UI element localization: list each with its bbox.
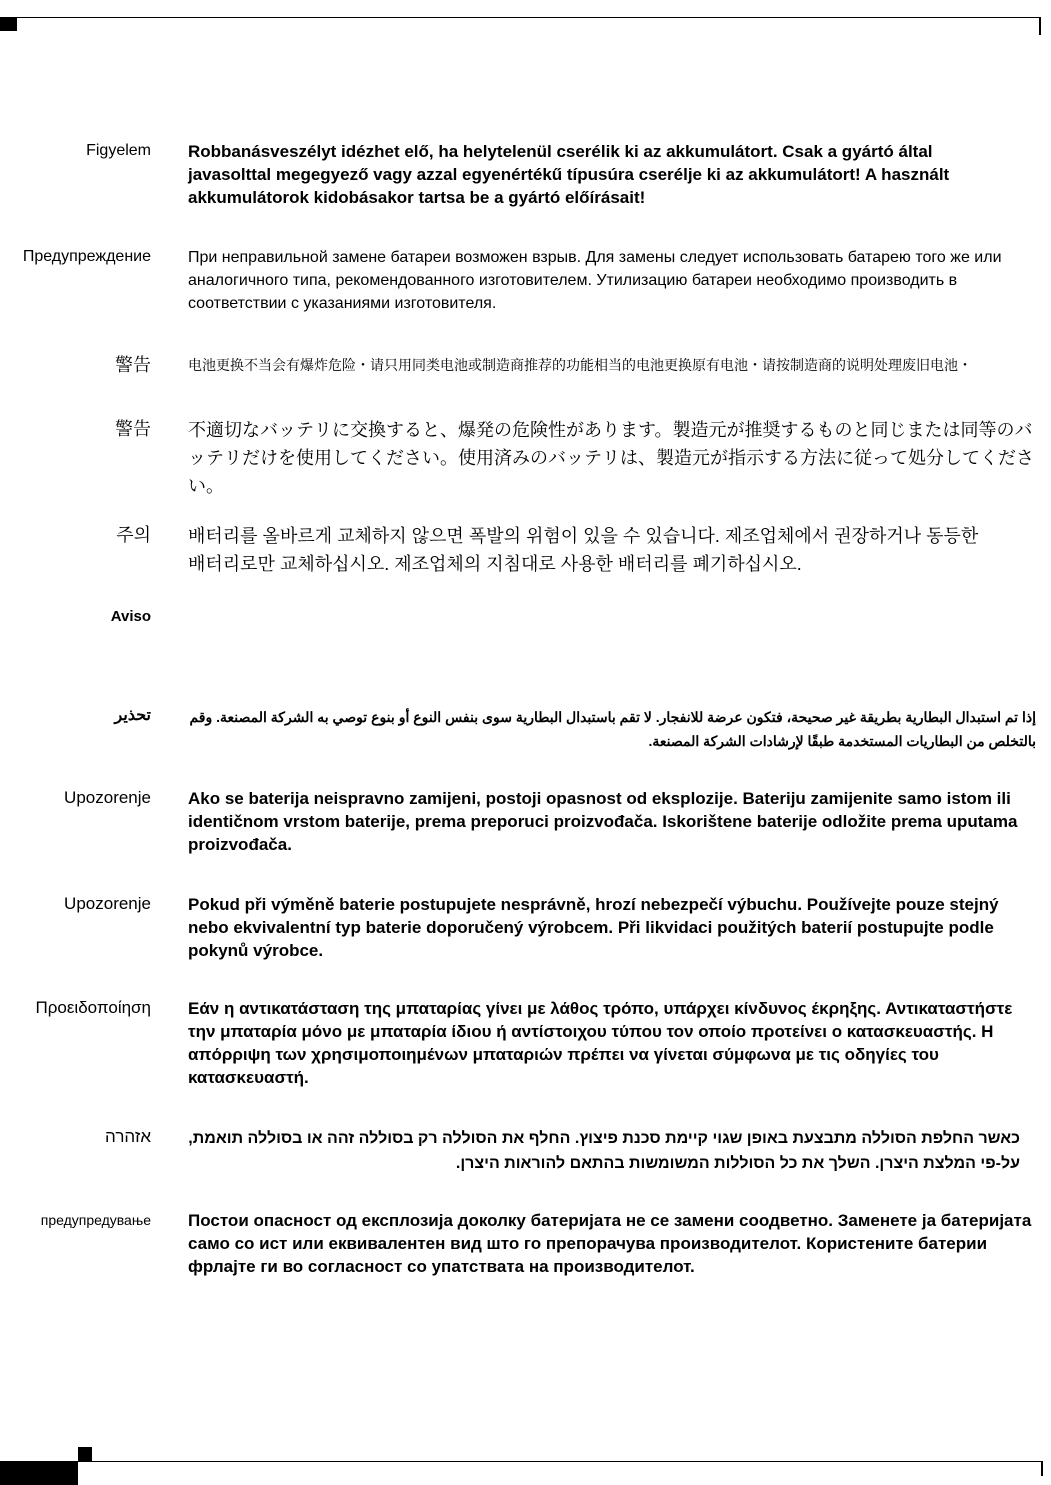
warning-text-croatian: Ako se baterija neispravno zamijeni, postoji opasnost od eksplozije. Bateriju zamijenite samo istom ili identičnom vrstom baterije, prema preporuci proizvođača. Iskorištene baterije odložite prema uputama proizvođača. xyxy=(188,789,1018,854)
warning-text-czech: Pokud při výměně baterie postupujete nesprávně, hrozí nebezpečí výbuchu. Používejte pouze stejný nebo ekvivalentní typ baterie doporučený výrobcem. Při likvidaci použitých baterií postupujte podle pokynů výrobce. xyxy=(188,895,999,960)
warning-text-macedonian: Постои опасност од експлозија доколку батеријата не се замени соодветно. Заменете ја батеријата само со ист или еквивалентен вид што го препорачува производителот. Користените батерии фрлајте ги во согласност со упатствата на производителот. xyxy=(188,1211,1032,1276)
warning-label-hungarian: Figyelem xyxy=(86,142,151,159)
bottom-rule-tick xyxy=(1041,1461,1043,1476)
warning-text-greek: Εάν η αντικατάσταση της μπαταρίας γίνει με λάθος τρόπο, υπάρχει κίνδυνος έκρηξης. Αντικαταστήστε την μπαταρία μόνο με μπαταρία ίδιου ή αντίστοιχου τύπου τον οποίο προτείνει ο κατασκευαστής. Η απόρριψη των χρησιμοποιημένων μπαταριών πρέπει να γίνεται σύμφωνα με τις οδηγίες του κατασκευαστή. xyxy=(188,999,1013,1087)
warning-text-russian: При неправильной замене батареи возможен взрыв. Для замены следует использовать батарею того же или аналогичного типа, рекомендованного изготовителем. Утилизацию батареи необходимо производить в соответствии с указаниями изготовителя. xyxy=(188,249,1002,312)
warning-label-japanese: 警告 xyxy=(115,419,151,439)
warning-label-chinese: 警告 xyxy=(115,355,151,375)
warning-text-japanese: 不適切なバッテリに交換すると、爆発の危険性があります。製造元が推奨するものと同じまたは同等のバッテリだけを使用してください。使用済みのバッテリは、製造元が指示する方法に従って処分してください。 xyxy=(188,420,1034,496)
warning-text-hebrew: כאשר החלפת הסוללה מתבצעת באופן שגוי קיימת סכנת פיצוץ. החלף את הסוללה רק בסוללה זהה או בסוללה תואמת, על-פי המלצת היצרן. השלך את כל הסוללות המשומשות בהתאם להוראות היצרן. xyxy=(188,1130,1020,1172)
bottom-rule xyxy=(0,1461,1041,1462)
page-number-bar xyxy=(0,1461,78,1485)
warning-text-arabic: إذا تم استبدال البطارية بطريقة غير صحيحة، فتكون عرضة للانفجار. لا تقم باستبدال البطارية سوى بنفس النوع أو بنوع توصي به الشركة المصنعة. وقم بالتخلص من البطاريات المستخدمة طبقًا لإرشادات الشركة المصنعة. xyxy=(189,709,1036,749)
warning-label-croatian: Upozorenje xyxy=(64,788,151,807)
bottom-corner-marker xyxy=(78,1447,92,1461)
warning-label-arabic: تحذير xyxy=(114,707,151,724)
warning-label-czech: Upozorenje xyxy=(64,894,151,913)
warning-label-russian: Предупреждение xyxy=(22,248,151,265)
warning-text-hungarian: Robbanásveszélyt idézhet elő, ha helytelenül cserélik ki az akkumulátort. Csak a gyártó által javasolttal megegyező vagy azzal egyenértékű típusúra cserélje ki az akkumulátort! A használt akkumulátorok kidobásakor tartsa be a gyártó előírásait! xyxy=(188,142,950,207)
warning-text-chinese: 电池更换不当会有爆炸危险・请只用同类电池或制造商推荐的功能相当的电池更换原有电池・请按制造商的说明处理废旧电池・ xyxy=(188,357,972,373)
warning-label-hebrew: אזהרה xyxy=(105,1127,151,1146)
warning-label-greek: Προειδοποίηση xyxy=(35,998,151,1017)
top-rule xyxy=(0,17,1041,18)
warning-text-korean: 배터리를 올바르게 교체하지 않으면 폭발의 위험이 있을 수 있습니다. 제조업체에서 권장하거나 동등한 배터리로만 교체하십시오. 제조업체의 지침대로 사용한 배터리를 폐기하십시오. xyxy=(188,526,979,574)
warning-label-macedonian: предупредување xyxy=(40,1212,151,1228)
warning-label-korean: 주의 xyxy=(116,525,151,545)
top-corner-marker xyxy=(0,17,17,31)
warning-label-portuguese: Aviso xyxy=(110,608,151,625)
top-rule-tick xyxy=(1039,17,1041,35)
